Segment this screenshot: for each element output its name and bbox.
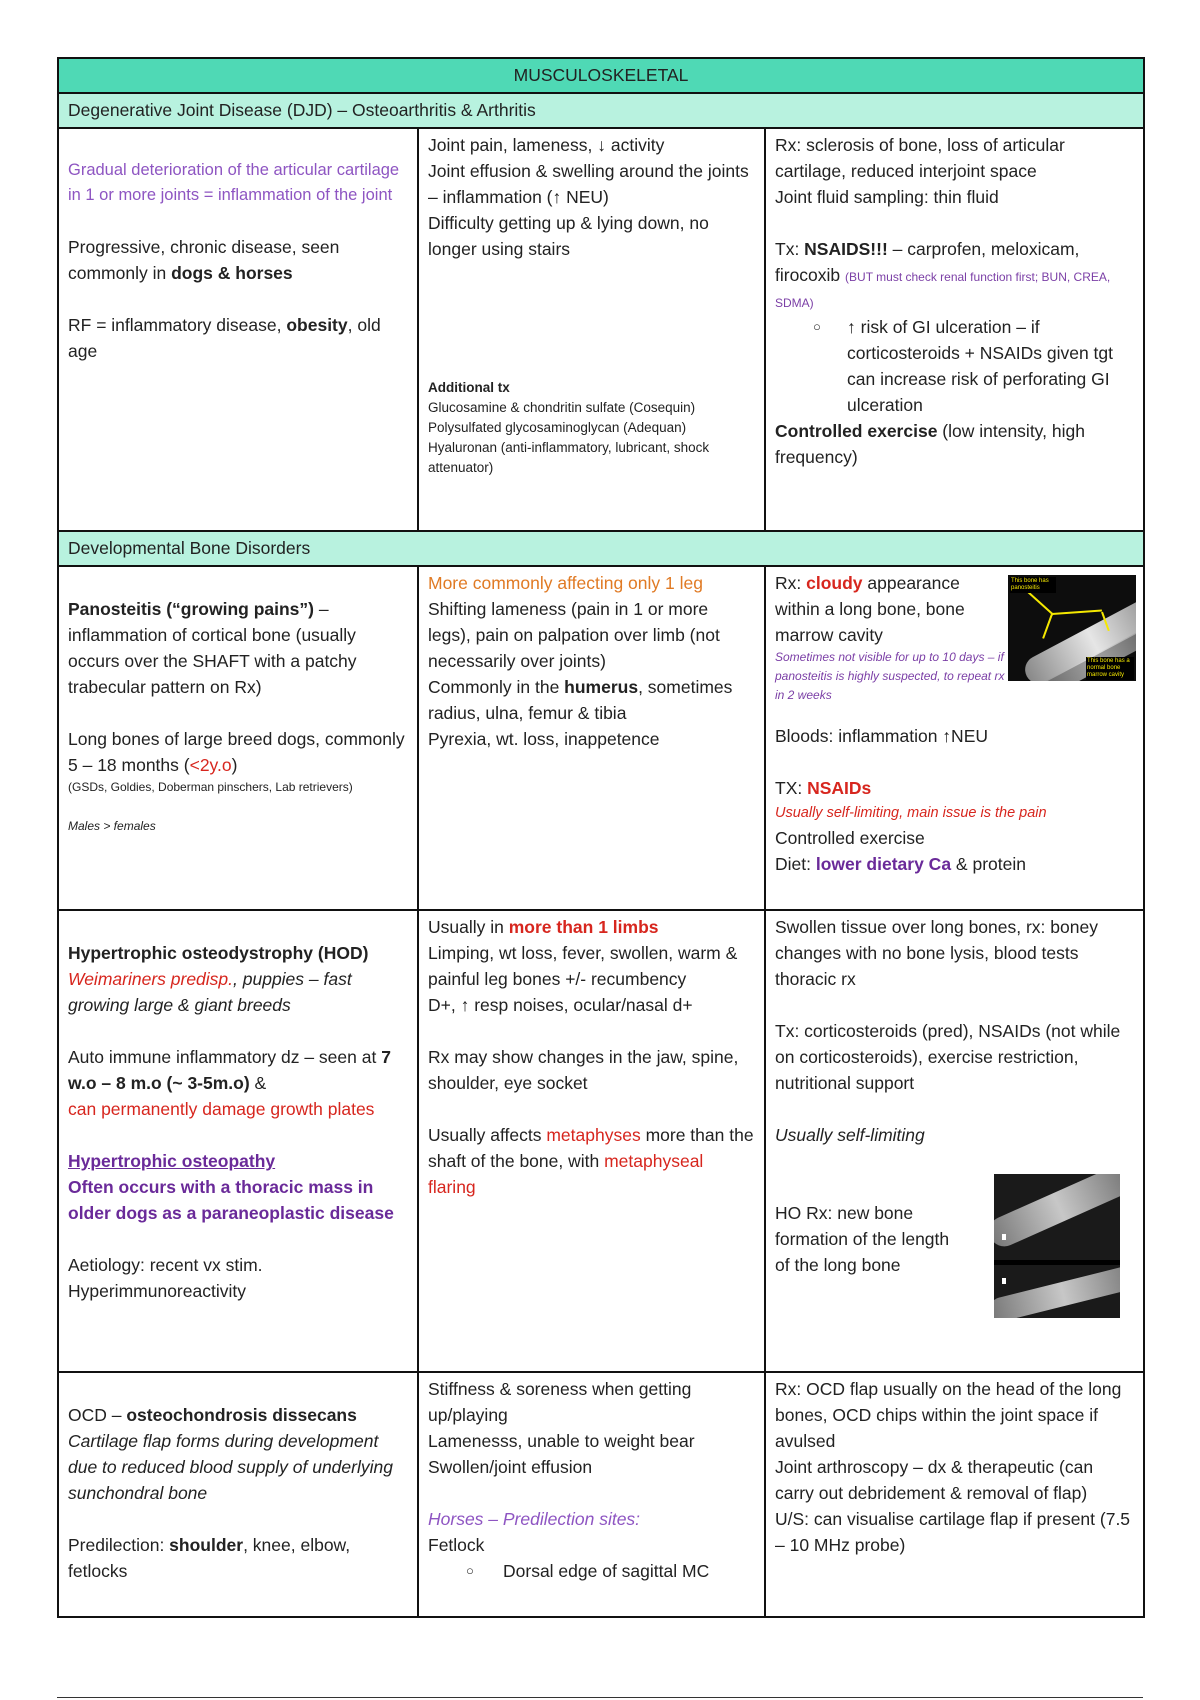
djd-section-header: Degenerative Joint Disease (DJD) – Osteoarthritis & Arthritis — [58, 93, 1144, 128]
ocd-abbr: OCD – — [68, 1405, 127, 1425]
djd-tx-prefix: Tx: — [775, 239, 805, 259]
djd-tx-renal-note: (BUT must check renal function first; BUN, CREA, SDMA) — [775, 270, 1111, 310]
ocd-overview-cell — [58, 1372, 418, 1617]
hod-swollen-tissue: Swollen tissue over long bones, rx: boney changes with no bone lysis, blood tests — [775, 917, 1098, 963]
pano-name — [68, 596, 408, 622]
hod-row — [58, 910, 1144, 1372]
pano-tx-prefix: TX: — [775, 778, 808, 798]
pano-sex: Males > females — [68, 819, 156, 833]
pano-tx — [775, 775, 1134, 801]
pano-age: <2y.o — [189, 755, 232, 775]
pano-rx-prefix: Rx: — [775, 573, 807, 593]
djd-risk-factors — [68, 312, 408, 364]
pano-signs-cell — [418, 566, 765, 910]
hod-more-limbs: more than 1 limbs — [508, 917, 659, 937]
ocd-effusion: Swollen/joint effusion — [428, 1457, 593, 1477]
pano-treatment-cell — [765, 566, 1144, 910]
dev-section-header: Developmental Bone Disorders — [58, 531, 1144, 566]
pano-dash: – — [314, 599, 329, 619]
title-row — [58, 58, 1144, 93]
djd-tx-drugs: – carprofen, meloxicam, firocoxib — [775, 239, 1080, 285]
pano-common-leg: More commonly affecting only 1 leg — [428, 573, 703, 593]
hod-growth-plates: can permanently damage growth plates — [68, 1099, 375, 1119]
hod-meta-rest: more than the shaft of the bone, with — [428, 1125, 754, 1171]
ocd-other-joints: , knee, elbow, fetlocks — [68, 1535, 351, 1581]
hod-age: 7 w.o – 8 m.o (~ 3-5m.o) — [68, 1047, 391, 1093]
pano-description: inflammation of cortical bone (usually occurs over the SHAFT with a patchy trabecular pattern on Rx) — [68, 625, 357, 697]
djd-definition: Gradual deterioration of the articular cartilage in 1 or more joints = inflammation of the joint — [68, 161, 400, 204]
ocd-signs-cell — [418, 1372, 765, 1617]
pano-diet-protein: & protein — [951, 854, 1026, 874]
hod-aetiology: Aetiology: recent vx stim. — [68, 1255, 263, 1275]
pano-breeds: (GSDs, Goldies, Doberman pinschers, Lab retrievers) — [68, 780, 353, 794]
ho-rx: HO Rx: new bone formation of the length of the long bone — [775, 1203, 950, 1275]
ho-xray-image — [994, 1174, 1120, 1318]
pano-overview-cell — [58, 566, 418, 910]
djd-gi-risk-bullet: ○ ↑ risk of GI ulceration – if corticosteroids + NSAIDs given tgt can increase risk of perforating GI ulceration — [775, 314, 1134, 418]
djd-progressive — [68, 234, 408, 286]
pano-self-limiting: Usually self-limiting, main issue is the pain — [775, 805, 1047, 821]
panosteitis-xray-image — [1008, 575, 1136, 681]
djd-additional-tx-heading: Additional tx — [428, 380, 510, 395]
ocd-name — [68, 1402, 408, 1428]
ocd-stiffness: Stiffness & soreness when getting up/playing — [428, 1379, 692, 1425]
ocd-arthroscopy: Joint arthroscopy – dx & therapeutic (can carry out debridement & removal of flap) — [775, 1457, 1094, 1503]
pano-long-text: Long bones of large breed dogs, commonly 5 – 18 months ( — [68, 729, 405, 775]
djd-sign-difficulty: Difficulty getting up & lying down, no longer using stairs — [428, 213, 709, 259]
djd-additional-tx-1: Glucosamine & chondritin sulfate (Cosequin) — [428, 400, 696, 415]
hod-resp: D+, ↑ resp noises, ocular/nasal d+ — [428, 995, 693, 1015]
djd-definition-cell — [58, 128, 418, 531]
pano-diet-ca: lower dietary Ca — [815, 854, 952, 874]
pano-pyrexia: Pyrexia, wt. loss, inappetence — [428, 729, 660, 749]
hod-tx: Tx: corticosteroids (pred), NSAIDs (not while on corticosteroids), exercise restriction, nutritional support — [775, 1021, 1121, 1093]
pano-bloods: Bloods: inflammation ↑NEU — [775, 726, 988, 746]
ocd-pred-prefix: Predilection: — [68, 1535, 170, 1555]
djd-exercise-detail: (low intensity, high frequency) — [775, 421, 1085, 467]
ocd-description: Cartilage flap forms during development due to reduced blood supply of underlying sunchondral bone — [68, 1431, 393, 1503]
djd-sign-pain: Joint pain, lameness, ↓ activity — [428, 135, 665, 155]
pano-long-end: ) — [231, 755, 238, 775]
hod-self-limiting: Usually self-limiting — [775, 1125, 925, 1145]
pano-controlled-exercise: Controlled exercise — [775, 828, 925, 848]
ocd-row — [58, 1372, 1144, 1617]
page-title: MUSCULOSKELETAL — [58, 58, 1144, 93]
djd-header-row — [58, 93, 1144, 128]
ocd-lameness: Lamenesss, unable to weight bear — [428, 1431, 695, 1451]
pano-diet-prefix: Diet: — [775, 854, 816, 874]
ocd-predilection — [68, 1532, 408, 1584]
hod-name: Hypertrophic osteodystrophy (HOD) — [68, 943, 369, 963]
hod-rx-changes: Rx may show changes in the jaw, spine, shoulder, eye socket — [428, 1047, 739, 1093]
hod-amp: & — [249, 1073, 267, 1093]
ocd-shoulder: shoulder — [169, 1535, 244, 1555]
pano-humerus: humerus — [564, 677, 639, 697]
pano-other-bones: , sometimes radius, ulna, femur & tibia — [428, 677, 733, 723]
djd-rf-end: , old age — [68, 315, 381, 361]
hod-meta-red: metaphyses — [546, 1125, 641, 1145]
pano-rx-detail: appearance within a long bone, bone marrow cavity — [775, 573, 965, 645]
ocd-treatment-cell — [765, 1372, 1144, 1617]
pano-title: Panosteitis (“growing pains”) — [68, 599, 314, 619]
ocd-dorsal-edge-bullet: ○ Dorsal edge of sagittal MC — [428, 1558, 755, 1584]
panosteitis-row — [58, 566, 1144, 910]
djd-signs-cell — [418, 128, 765, 531]
page-footer-line — [57, 1697, 1143, 1698]
notes-sheet — [57, 57, 1143, 1618]
hod-treatment-cell — [765, 910, 1144, 1372]
hod-autoimmune — [68, 1044, 408, 1096]
hod-predisposition — [68, 966, 408, 1018]
hod-auto-text: Auto immune inflammatory dz – seen at — [68, 1047, 382, 1067]
djd-rf-text: RF = inflammatory disease, — [68, 315, 287, 335]
pano-diet — [775, 851, 1134, 877]
pano-rx-note: Sometimes not visible for up to 10 days – if panosteitis is highly suspected, to repeat rx in 2 weeks — [775, 650, 1005, 702]
hod-overview-cell — [58, 910, 418, 1372]
ocd-full-name: osteochondrosis dissecans — [126, 1405, 357, 1425]
musculoskeletal-table — [57, 57, 1145, 1618]
hod-signs-cell — [418, 910, 765, 1372]
ho-title: Hypertrophic osteopathy — [68, 1151, 276, 1171]
djd-additional-tx-3: Hyaluronan (anti-inflammatory, lubricant, shock attenuator) — [428, 440, 710, 475]
ocd-rx: Rx: OCD flap usually on the head of the long bones, OCD chips within the joint space if avulsed — [775, 1379, 1122, 1451]
pano-common-text: Commonly in the — [428, 677, 565, 697]
djd-rx: Rx: sclerosis of bone, loss of articular cartilage, reduced interjoint space — [775, 135, 1065, 181]
djd-tx — [775, 236, 1134, 314]
hod-breeds: , puppies – fast growing large & giant breeds — [68, 969, 352, 1015]
ocd-ultrasound: U/S: can visualise cartilage flap if present (7.5 – 10 MHz probe) — [775, 1509, 1131, 1555]
pano-long-bones — [68, 726, 408, 778]
djd-joint-fluid: Joint fluid sampling: thin fluid — [775, 187, 999, 207]
pano-rx — [775, 570, 996, 648]
pano-common-bones — [428, 674, 755, 726]
hod-limbs — [428, 914, 755, 940]
djd-species: dogs & horses — [171, 263, 293, 283]
djd-progressive-text: Progressive, chronic disease, seen commonly in — [68, 237, 340, 283]
hod-limping: Limping, wt loss, fever, swollen, warm & painful leg bones +/- recumbency — [428, 943, 738, 989]
djd-tx-nsaids: NSAIDS!!! — [804, 239, 888, 259]
dev-header-row — [58, 531, 1144, 566]
xray-label-panosteitis: This bone has panosteitis — [1010, 577, 1056, 593]
ocd-horses: Horses – Predilection sites: — [428, 1509, 641, 1529]
ocd-fetlock: Fetlock — [428, 1535, 485, 1555]
hod-thoracic-rx: thoracic rx — [775, 969, 856, 989]
djd-additional-tx-2: Polysulfated glycosaminoglycan (Adequan) — [428, 420, 687, 435]
hod-meta-text: Usually affects — [428, 1125, 547, 1145]
pano-rx-cloudy: cloudy — [806, 573, 863, 593]
pano-tx-nsaids: NSAIDs — [807, 778, 872, 798]
ho-description: Often occurs with a thoracic mass in older dogs as a paraneoplastic disease — [68, 1177, 394, 1223]
hod-weimaraner: Weimariners predisp. — [68, 969, 234, 989]
hod-flaring: metaphyseal flaring — [428, 1151, 704, 1197]
djd-exercise-bold: Controlled exercise — [775, 421, 938, 441]
djd-obesity: obesity — [286, 315, 348, 335]
hod-usual-text: Usually in — [428, 917, 509, 937]
xray-label-normal: This bone has a normal bone marrow cavity — [1086, 657, 1134, 680]
hod-metaphyses — [428, 1122, 755, 1200]
pano-shifting-lameness: Shifting lameness (pain in 1 or more legs), pain on palpation over limb (not necessarily over joints) — [428, 599, 720, 671]
djd-row — [58, 128, 1144, 531]
hod-hyperimmuno: Hyperimmunoreactivity — [68, 1281, 246, 1301]
djd-sign-effusion: Joint effusion & swelling around the joints – inflammation (↑ NEU) — [428, 161, 749, 207]
djd-controlled-exercise — [775, 418, 1134, 470]
djd-treatment-cell — [765, 128, 1144, 531]
